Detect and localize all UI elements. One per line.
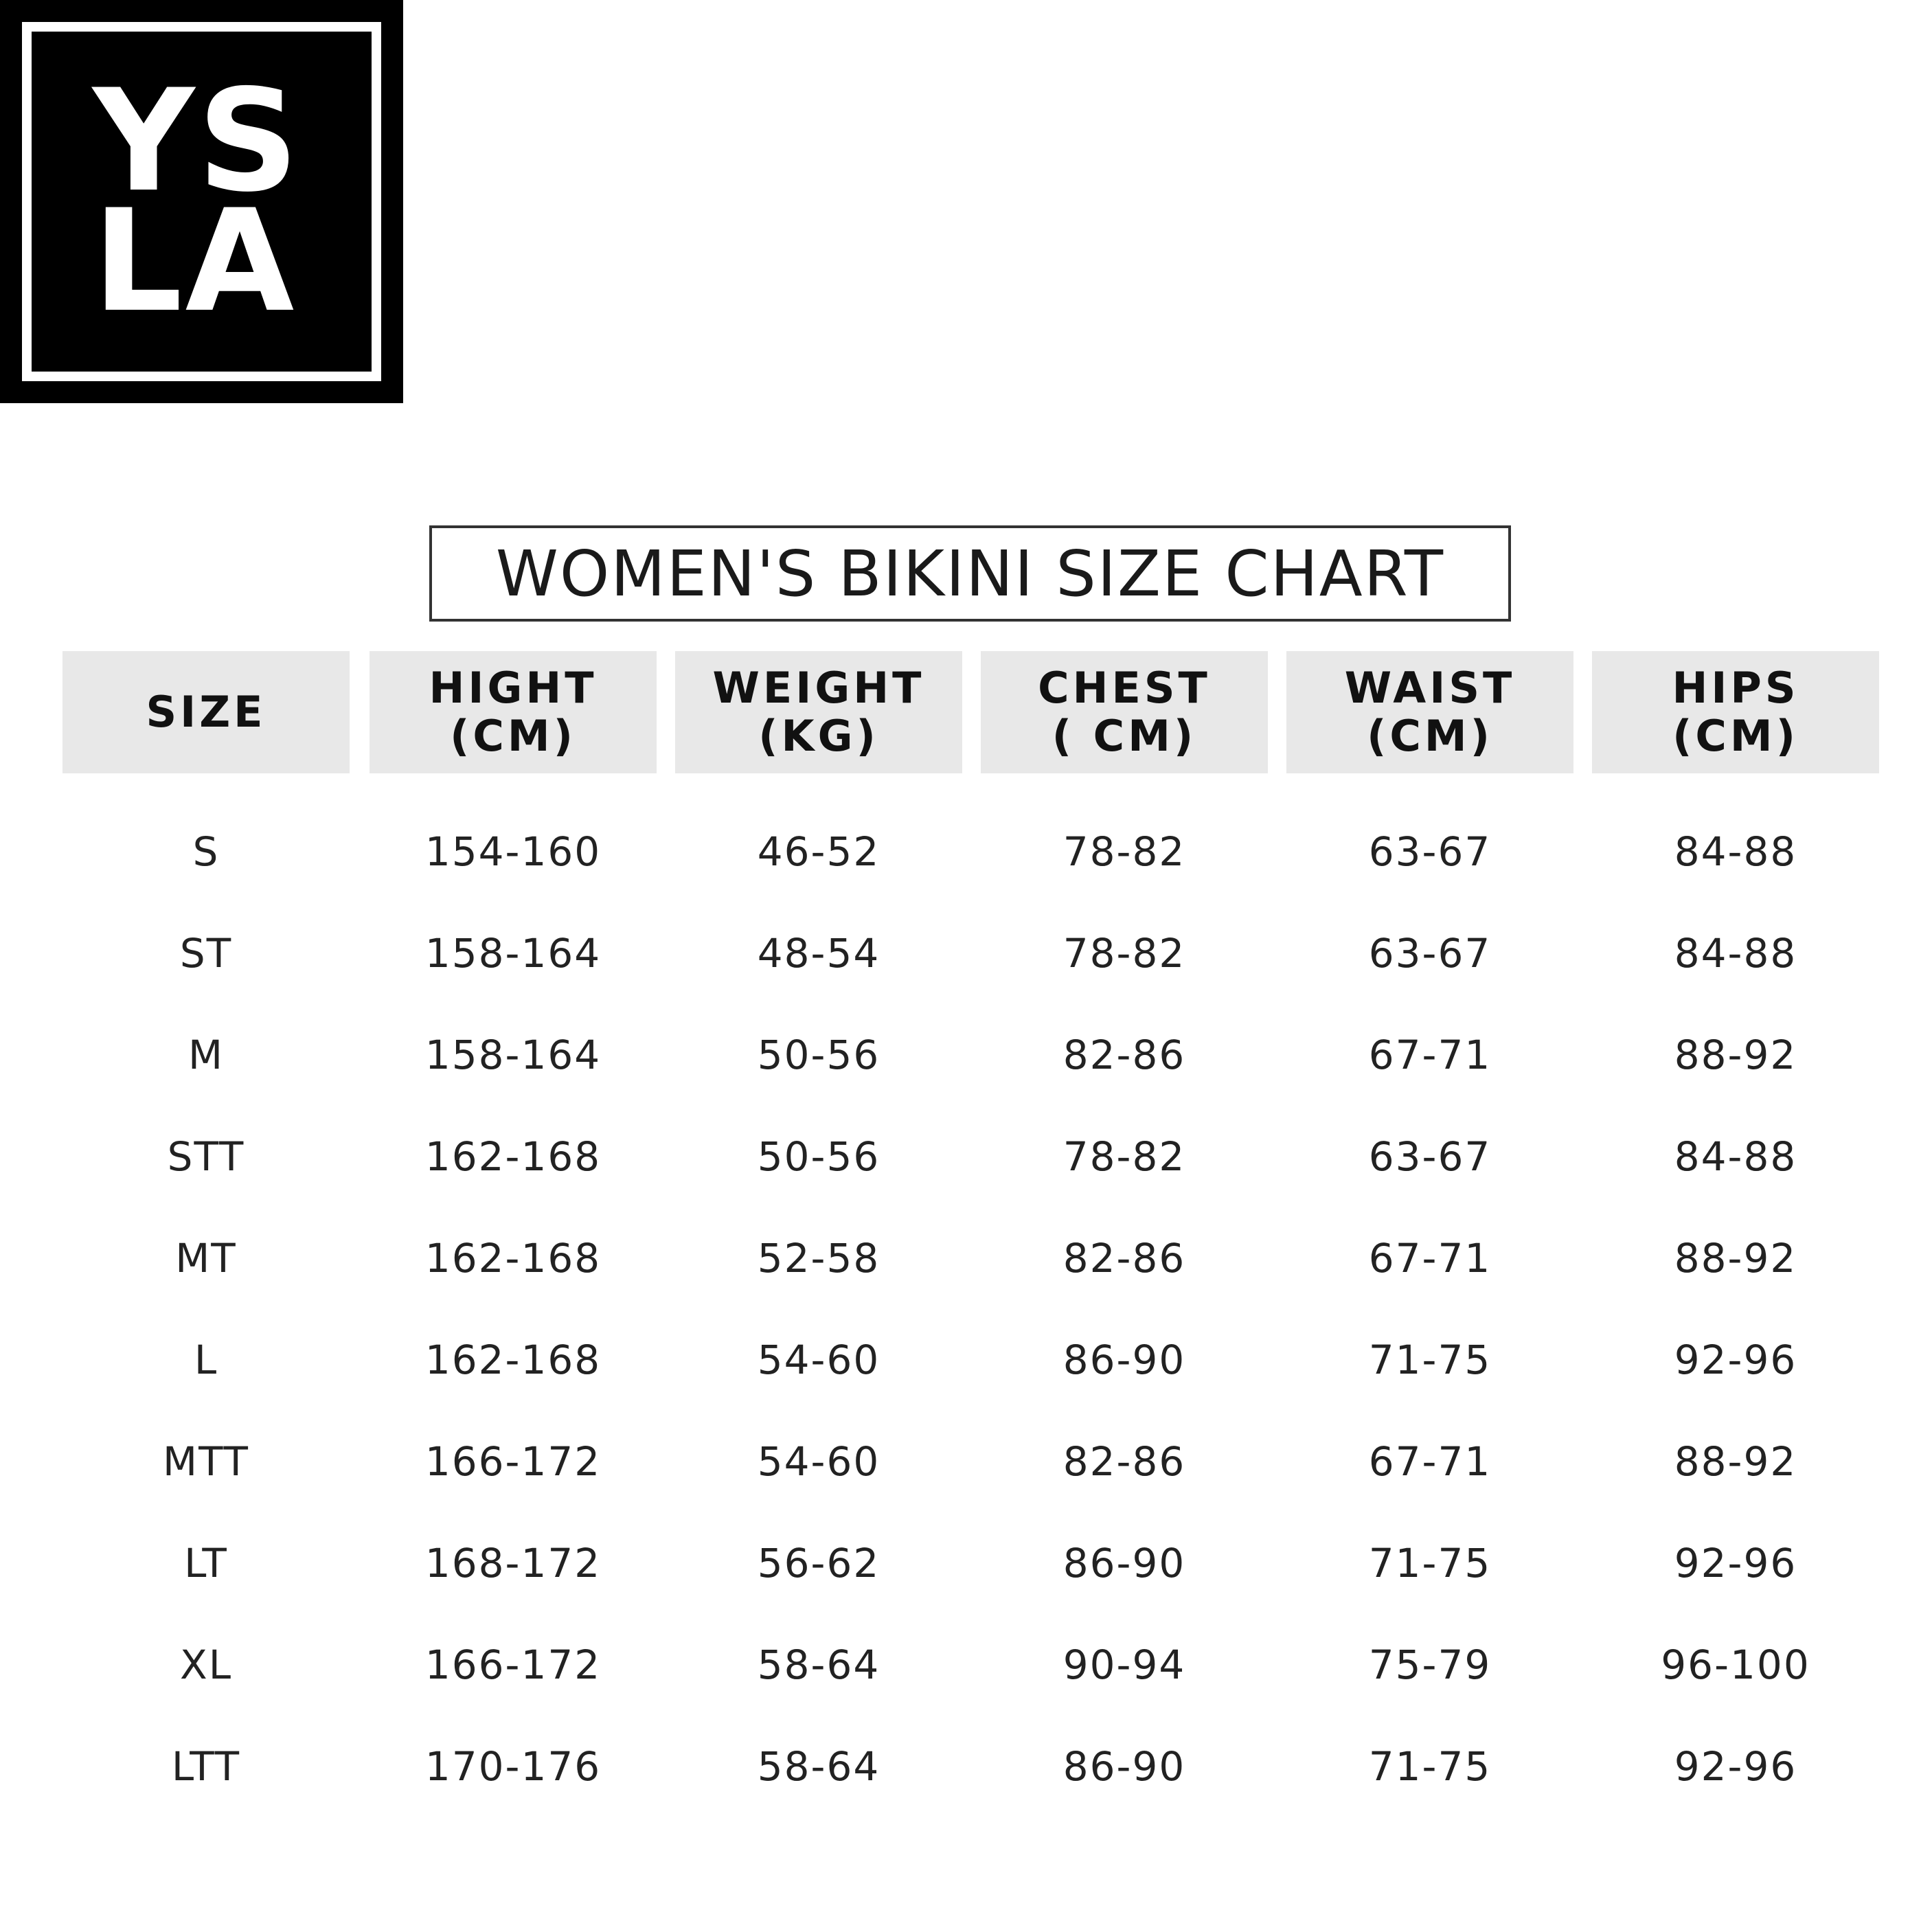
table-row bbox=[0, 1207, 1932, 1309]
brand-logo bbox=[0, 0, 403, 403]
chest-cell: 82-86 bbox=[1062, 1032, 1186, 1078]
waist-cell: 71-75 bbox=[1368, 1540, 1492, 1587]
table-row bbox=[0, 1716, 1932, 1817]
height-cell: 166-172 bbox=[424, 1438, 602, 1485]
size-cell: LTT bbox=[171, 1743, 241, 1790]
chest-cell: 86-90 bbox=[1062, 1337, 1186, 1383]
header-unit: (CM) bbox=[1367, 711, 1493, 761]
header-unit: (CM) bbox=[450, 711, 576, 761]
waist-cell: 67-71 bbox=[1368, 1235, 1492, 1282]
header-weight bbox=[675, 651, 962, 773]
waist-cell: 63-67 bbox=[1368, 930, 1492, 977]
hips-cell: 88-92 bbox=[1674, 1235, 1797, 1282]
height-cell: 154-160 bbox=[424, 828, 602, 875]
header-label: HIPS bbox=[1672, 663, 1799, 713]
height-cell: 170-176 bbox=[424, 1743, 602, 1790]
height-cell: 158-164 bbox=[424, 1032, 602, 1078]
hips-cell: 92-96 bbox=[1674, 1337, 1797, 1383]
size-cell: XL bbox=[179, 1641, 233, 1688]
header-unit: ( CM) bbox=[1052, 711, 1197, 761]
height-cell: 162-168 bbox=[424, 1133, 602, 1180]
table-header bbox=[0, 651, 1932, 773]
height-cell: 166-172 bbox=[424, 1641, 602, 1688]
chest-cell: 86-90 bbox=[1062, 1743, 1186, 1790]
weight-cell: 58-64 bbox=[757, 1641, 880, 1688]
size-cell: LT bbox=[184, 1540, 228, 1587]
table-row bbox=[0, 801, 1932, 902]
table-row bbox=[0, 1004, 1932, 1106]
size-cell: L bbox=[194, 1337, 218, 1383]
waist-cell: 63-67 bbox=[1368, 828, 1492, 875]
table-body bbox=[0, 801, 1932, 1817]
chest-cell: 78-82 bbox=[1062, 1133, 1186, 1180]
waist-cell: 75-79 bbox=[1368, 1641, 1492, 1688]
hips-cell: 84-88 bbox=[1674, 1133, 1797, 1180]
weight-cell: 54-60 bbox=[757, 1438, 880, 1485]
header-label: HIGHT bbox=[429, 663, 598, 713]
weight-cell: 50-56 bbox=[757, 1133, 880, 1180]
chest-cell: 82-86 bbox=[1062, 1235, 1186, 1282]
chest-cell: 78-82 bbox=[1062, 930, 1186, 977]
size-cell: S bbox=[192, 828, 220, 875]
weight-cell: 56-62 bbox=[757, 1540, 880, 1587]
weight-cell: 50-56 bbox=[757, 1032, 880, 1078]
logo-line-2: LA bbox=[93, 179, 297, 343]
chart-title: WOMEN'S BIKINI SIZE CHART bbox=[495, 536, 1445, 611]
weight-cell: 52-58 bbox=[757, 1235, 880, 1282]
logo-text bbox=[0, 0, 403, 403]
height-cell: 158-164 bbox=[424, 930, 602, 977]
chart-title-box bbox=[429, 525, 1511, 622]
size-cell: M bbox=[187, 1032, 225, 1078]
hips-cell: 92-96 bbox=[1674, 1540, 1797, 1587]
height-cell: 162-168 bbox=[424, 1235, 602, 1282]
weight-cell: 48-54 bbox=[757, 930, 880, 977]
weight-cell: 46-52 bbox=[757, 828, 880, 875]
header-unit: (KG) bbox=[758, 711, 879, 761]
hips-cell: 88-92 bbox=[1674, 1438, 1797, 1485]
size-cell: ST bbox=[179, 930, 233, 977]
hips-cell: 88-92 bbox=[1674, 1032, 1797, 1078]
header-chest bbox=[981, 651, 1268, 773]
chest-cell: 78-82 bbox=[1062, 828, 1186, 875]
waist-cell: 71-75 bbox=[1368, 1743, 1492, 1790]
table-row bbox=[0, 902, 1932, 1004]
size-cell: MTT bbox=[163, 1438, 249, 1485]
header-label: CHEST bbox=[1038, 663, 1211, 713]
header-height bbox=[370, 651, 657, 773]
chest-cell: 90-94 bbox=[1062, 1641, 1186, 1688]
waist-cell: 67-71 bbox=[1368, 1032, 1492, 1078]
waist-cell: 71-75 bbox=[1368, 1337, 1492, 1383]
chest-cell: 86-90 bbox=[1062, 1540, 1186, 1587]
hips-cell: 84-88 bbox=[1674, 930, 1797, 977]
hips-cell: 96-100 bbox=[1661, 1641, 1810, 1688]
weight-cell: 58-64 bbox=[757, 1743, 880, 1790]
header-waist bbox=[1286, 651, 1573, 773]
hips-cell: 84-88 bbox=[1674, 828, 1797, 875]
logo-line-1: YS bbox=[93, 59, 302, 223]
header-size bbox=[62, 651, 350, 773]
table-row bbox=[0, 1309, 1932, 1411]
header-label: SIZE bbox=[146, 687, 266, 737]
table-row bbox=[0, 1614, 1932, 1716]
size-cell: MT bbox=[175, 1235, 237, 1282]
header-label: WEIGHT bbox=[712, 663, 925, 713]
table-row bbox=[0, 1512, 1932, 1614]
height-cell: 168-172 bbox=[424, 1540, 602, 1587]
waist-cell: 63-67 bbox=[1368, 1133, 1492, 1180]
waist-cell: 67-71 bbox=[1368, 1438, 1492, 1485]
header-unit: (CM) bbox=[1672, 711, 1799, 761]
table-row bbox=[0, 1411, 1932, 1512]
size-cell: STT bbox=[167, 1133, 245, 1180]
table-row bbox=[0, 1106, 1932, 1207]
height-cell: 162-168 bbox=[424, 1337, 602, 1383]
weight-cell: 54-60 bbox=[757, 1337, 880, 1383]
hips-cell: 92-96 bbox=[1674, 1743, 1797, 1790]
header-label: WAIST bbox=[1344, 663, 1516, 713]
header-hips bbox=[1592, 651, 1879, 773]
chest-cell: 82-86 bbox=[1062, 1438, 1186, 1485]
